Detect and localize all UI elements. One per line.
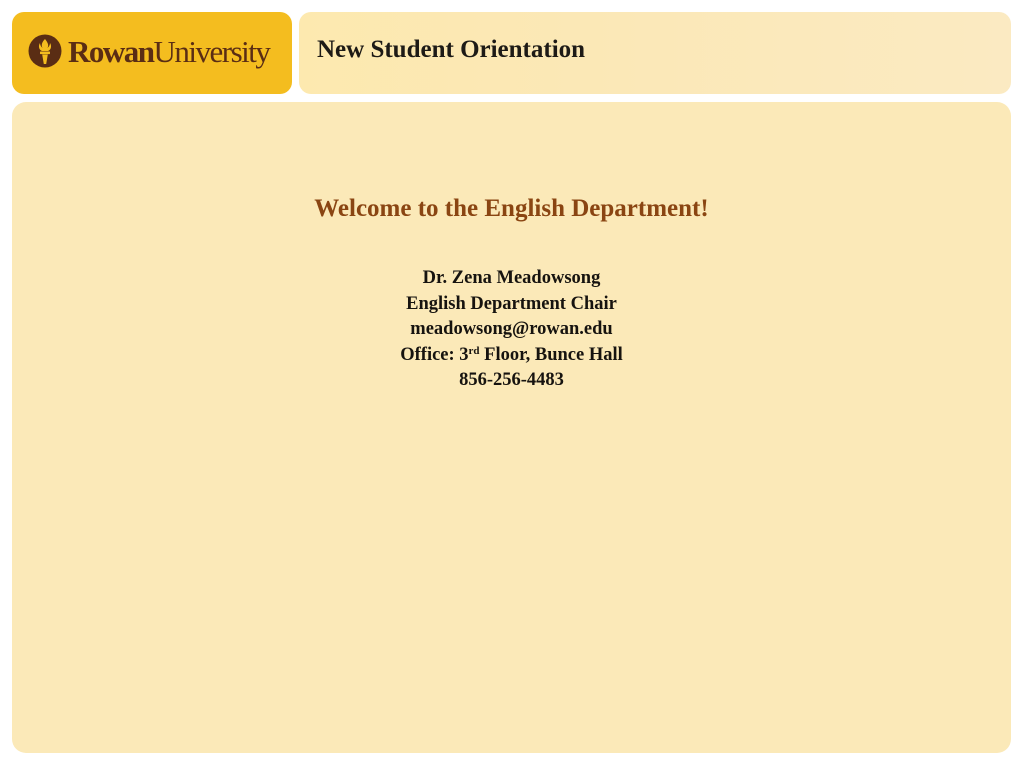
contact-block — [12, 266, 1011, 394]
office-prefix: Office: 3 — [400, 344, 469, 365]
wordmark-university: University — [153, 33, 270, 69]
university-logo — [28, 34, 269, 68]
office-ordinal: rd — [468, 344, 480, 357]
page-title: New Student Orientation — [317, 36, 586, 63]
contact-office — [12, 343, 1011, 369]
contact-name: Dr. Zena Meadowsong — [422, 268, 601, 288]
logo-panel — [12, 12, 292, 94]
contact-phone: 856-256-4483 — [459, 370, 564, 391]
welcome-heading: Welcome to the English Department! — [314, 195, 709, 222]
office-suffix: Floor, Bunce Hall — [479, 344, 623, 365]
contact-email: meadowsong@rowan.edu — [410, 319, 613, 340]
content-panel — [12, 102, 1011, 753]
header-panel — [299, 12, 1011, 94]
wordmark-rowan: Rowan — [68, 33, 154, 69]
university-wordmark — [68, 33, 270, 69]
contact-role: English Department Chair — [406, 293, 617, 314]
torch-icon — [28, 34, 62, 68]
